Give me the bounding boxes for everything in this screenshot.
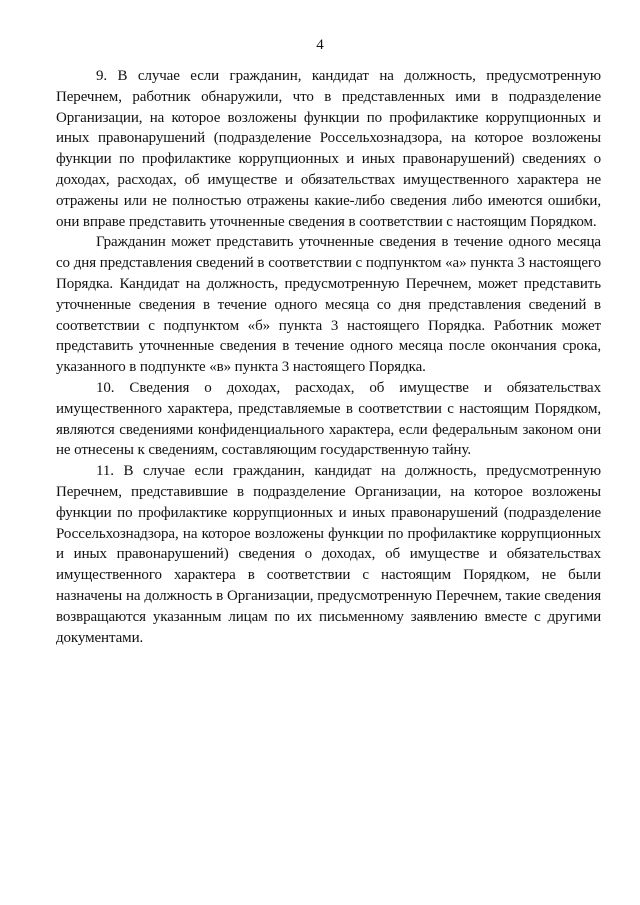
page-number: 4 (316, 37, 324, 53)
paragraph-item-10: 10. Сведения о доходах, расходах, об имуществе и обязательствах имущественного характера, представляемые в соответствии с настоящим Порядком, являются сведениями конфиденциального характера, если федеральным законом они не отнесены к сведениям, составляющим государственную тайну. (56, 379, 601, 459)
paragraph-correction-deadlines: Гражданин может представить уточненные сведения в течение одного месяца со дня представления сведений в соответствии с подпунктом «а» пункта 3 настоящего Порядка. Кандидат на должность, предусмотренную Перечнем, может представить уточненные сведения в течение одного месяца со дня представления сведений в соответствии с подпунктом «б» пункта 3 настоящего Порядка. Работник может представить уточненные сведения в течение одного месяца после окончания срока, указанного в подпункте «в» пункта 3 настоящего Порядка. (56, 234, 601, 376)
paragraph-item-11: 11. В случае если гражданин, кандидат на должность, предусмотренную Перечнем, представившие в подразделение Организации, на которое возложены функции по профилактике коррупционных и иных правонарушений (подразделение Россельхознадзора, на которое возложены функции по профилактике коррупционных и иных правонарушений) сведения о доходах, об имуществе и обязательствах имущественного характера в соответствии с настоящим Порядком, не были назначены на должность в Организации, предусмотренную Перечнем, такие сведения возвращаются указанным лицам по их письменному заявлению вместе с другими документами. (56, 463, 601, 646)
paragraph-item-9: 9. В случае если гражданин, кандидат на должность, предусмотренную Перечнем, работник обнаружили, что в представленных ими в подразделение Организации, на которое возложены функции по профилактике коррупционных и иных правонарушений (подразделение Россельхознадзора, на которое возложены функции по профилактике коррупционных и иных правонарушений) сведениях о доходах, расходах, об имуществе и обязательствах имущественного характера не отражены или не полностью отражены какие-либо сведения либо имеются ошибки, они вправе представить уточненные сведения в соответствии с настоящим Порядком. (56, 68, 601, 230)
document-body (56, 66, 601, 648)
